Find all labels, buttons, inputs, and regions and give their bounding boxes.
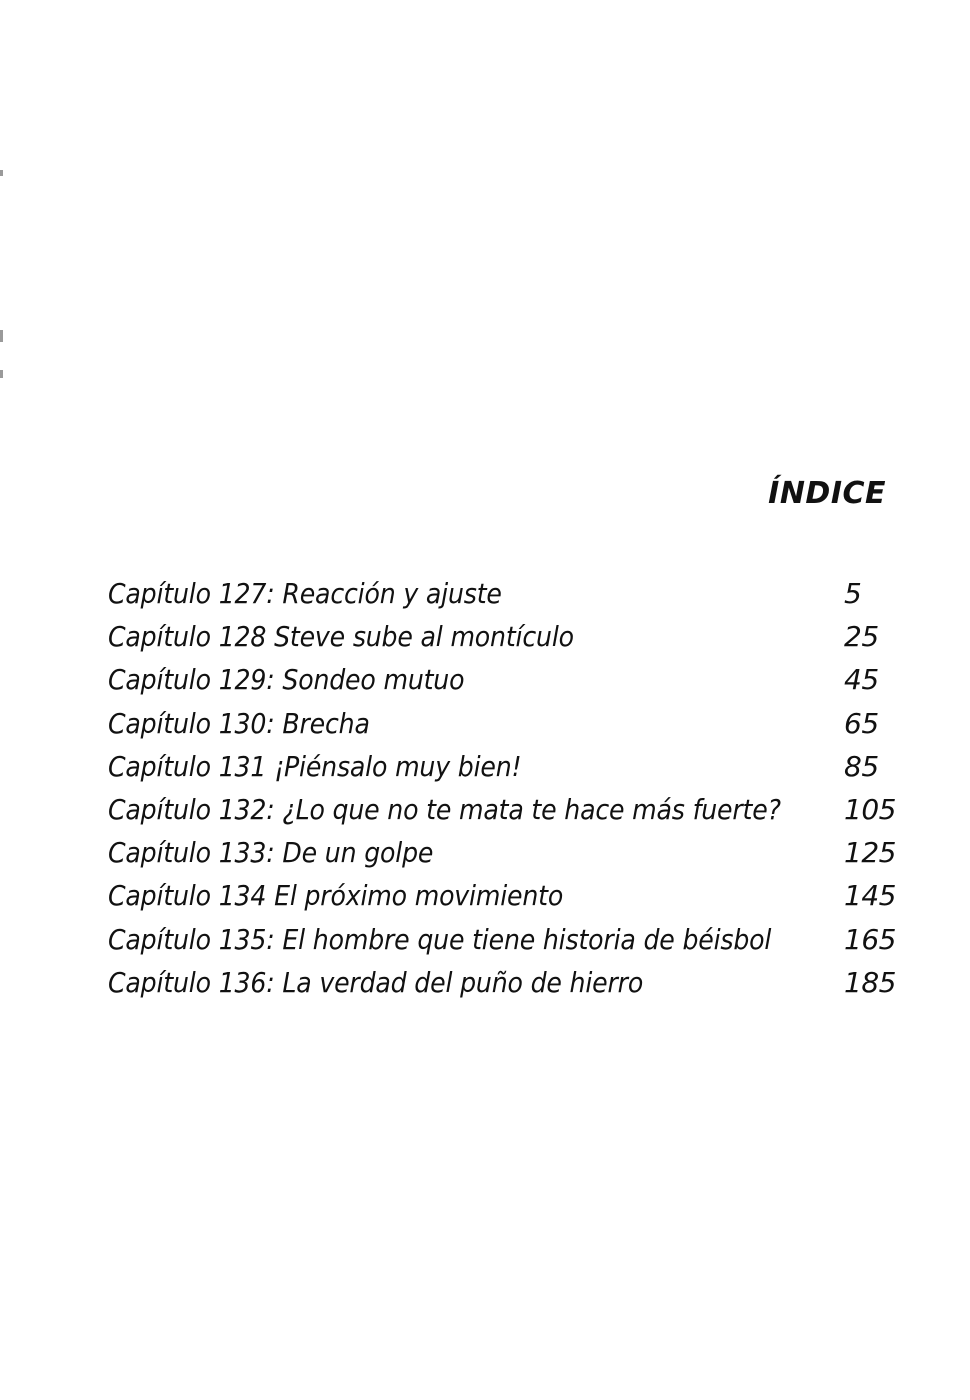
toc-entry: [108, 745, 898, 788]
chapter-title: Capítulo 134 El próximo movimiento: [108, 879, 564, 913]
toc-entry: [108, 788, 898, 831]
toc-entry: [108, 572, 898, 615]
toc-entry: [108, 702, 898, 745]
page-edge-marks: [0, 170, 4, 390]
chapter-page-number: 165: [844, 922, 896, 956]
chapter-page-number: 105: [844, 792, 896, 826]
chapter-page-number: 45: [844, 663, 879, 697]
chapter-title: Capítulo 128 Steve sube al montículo: [108, 620, 574, 654]
chapter-page-number: 85: [844, 749, 879, 783]
table-of-contents: [108, 572, 898, 1004]
toc-entry: [108, 874, 898, 917]
chapter-title: Capítulo 129: Sondeo mutuo: [108, 663, 465, 697]
chapter-title: Capítulo 131 ¡Piénsalo muy bien!: [108, 749, 522, 783]
chapter-page-number: 125: [844, 836, 896, 870]
toc-entry: [108, 831, 898, 874]
toc-entry: [108, 658, 898, 701]
chapter-page-number: 145: [844, 879, 896, 913]
edge-mark: [0, 370, 3, 378]
index-title: ÍNDICE: [768, 476, 886, 511]
chapter-title: Capítulo 135: El hombre que tiene historia de béisbol: [108, 922, 772, 956]
edge-mark: [0, 330, 3, 342]
chapter-page-number: 65: [844, 706, 879, 740]
chapter-title: Capítulo 127: Reacción y ajuste: [108, 577, 502, 610]
toc-entry: [108, 961, 898, 1004]
chapter-title: Capítulo 133: De un golpe: [108, 836, 434, 870]
chapter-title: Capítulo 132: ¿Lo que no te mata te hace más fuerte?: [108, 792, 781, 826]
toc-entry: [108, 615, 898, 658]
chapter-title: Capítulo 130: Brecha: [108, 706, 370, 740]
toc-entry: [108, 918, 898, 961]
chapter-title: Capítulo 136: La verdad del puño de hierro: [108, 965, 644, 999]
chapter-page-number: 5: [844, 577, 862, 610]
chapter-page-number: 25: [844, 620, 879, 654]
chapter-page-number: 185: [844, 965, 896, 999]
edge-mark: [0, 170, 3, 176]
